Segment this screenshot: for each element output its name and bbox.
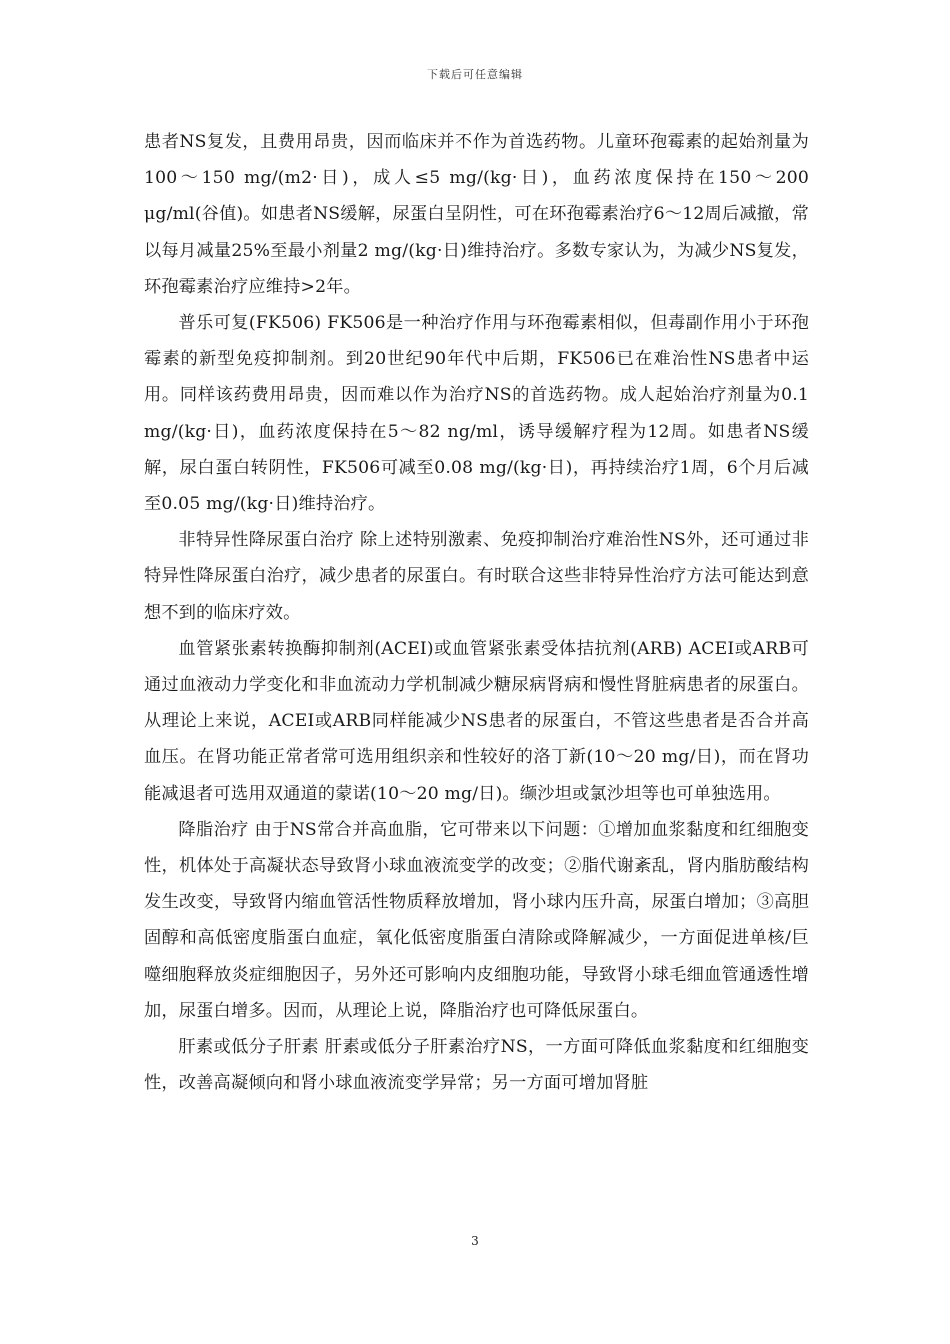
paragraph-cyclosporine-continued: 患者NS复发，且费用昂贵，因而临床并不作为首选药物。儿童环孢霉素的起始剂量为100～150 mg/(m2·日)，成人≤5 mg/(kg·日)，血药浓度保持在150～200 μg/ml(谷值)。如患者NS缓解，尿蛋白呈阴性，可在环孢霉素治疗6～12周后减撤，常以每月减量25%至最小剂量2 mg/(kg·日)维持治疗。多数专家认为，为减少NS复发，环孢霉素治疗应维持>2年。 — [144, 132, 809, 297]
paragraph-nonspecific-treatment: 非特异性降尿蛋白治疗 除上述特别激素、免疫抑制治疗难治性NS外，还可通过非特异性降尿蛋白治疗，减少患者的尿蛋白。有时联合这些非特异性治疗方法可能达到意想不到的临床疗效。 — [144, 530, 809, 623]
paragraph-fk506: 普乐可复(FK506) FK506是一种治疗作用与环孢霉素相似，但毒副作用小于环孢霉素的新型免疫抑制剂。到20世纪90年代中后期，FK506已在难治性NS患者中运用。同样该药费用昂贵，因而难以作为治疗NS的首选药物。成人起始治疗剂量为0.1 mg/(kg·日)，血药浓度保持在5～82 ng/ml，诱导缓解疗程为12周。如患者NS缓解，尿白蛋白转阴性，FK506可减至0.08 mg/(kg·日)，再持续治疗1周，6个月后减至0.05 mg/(kg·日)维持治疗。 — [144, 313, 809, 515]
paragraph-lipid-lowering: 降脂治疗 由于NS常合并高血脂，它可带来以下问题：①增加血浆黏度和红细胞变性，机体处于高凝状态导致肾小球血液流变学的改变；②脂代谢紊乱，肾内脂肪酸结构发生改变，导致肾内缩血管活性物质释放增加，肾小球内压升高，尿蛋白增加；③高胆固醇和高低密度脂蛋白血症，氧化低密度脂蛋白清除或降解减少，一方面促进单核/巨噬细胞释放炎症细胞因子，另外还可影响内皮细胞功能，导致肾小球毛细血管通透性增加，尿蛋白增多。因而，从理论上说，降脂治疗也可降低尿蛋白。 — [144, 819, 809, 1021]
document-body — [144, 124, 809, 1101]
page-header: 下载后可任意编辑 — [427, 68, 523, 81]
paragraph-acei-arb: 血管紧张素转换酶抑制剂(ACEI)或血管紧张素受体拮抗剂(ARB) ACEI或ARB可通过血液动力学变化和非血流动力学机制减少糖尿病肾病和慢性肾脏病患者的尿蛋白。从理论上来说，ACEI或ARB同样能减少NS患者的尿蛋白，不管这些患者是否合并高血压。在肾功能正常者常可选用组织亲和性较好的洛丁新(10～20 mg/日)，而在肾功能减退者可选用双通道的蒙诺(10～20 mg/日)。缬沙坦或氯沙坦等也可单独选用。 — [144, 638, 809, 804]
paragraph-heparin: 肝素或低分子肝素 肝素或低分子肝素治疗NS，一方面可降低血浆黏度和红细胞变性，改善高凝倾向和肾小球血液流变学异常；另一方面可增加肾脏 — [144, 1037, 809, 1094]
page-number: 3 — [471, 1234, 479, 1248]
